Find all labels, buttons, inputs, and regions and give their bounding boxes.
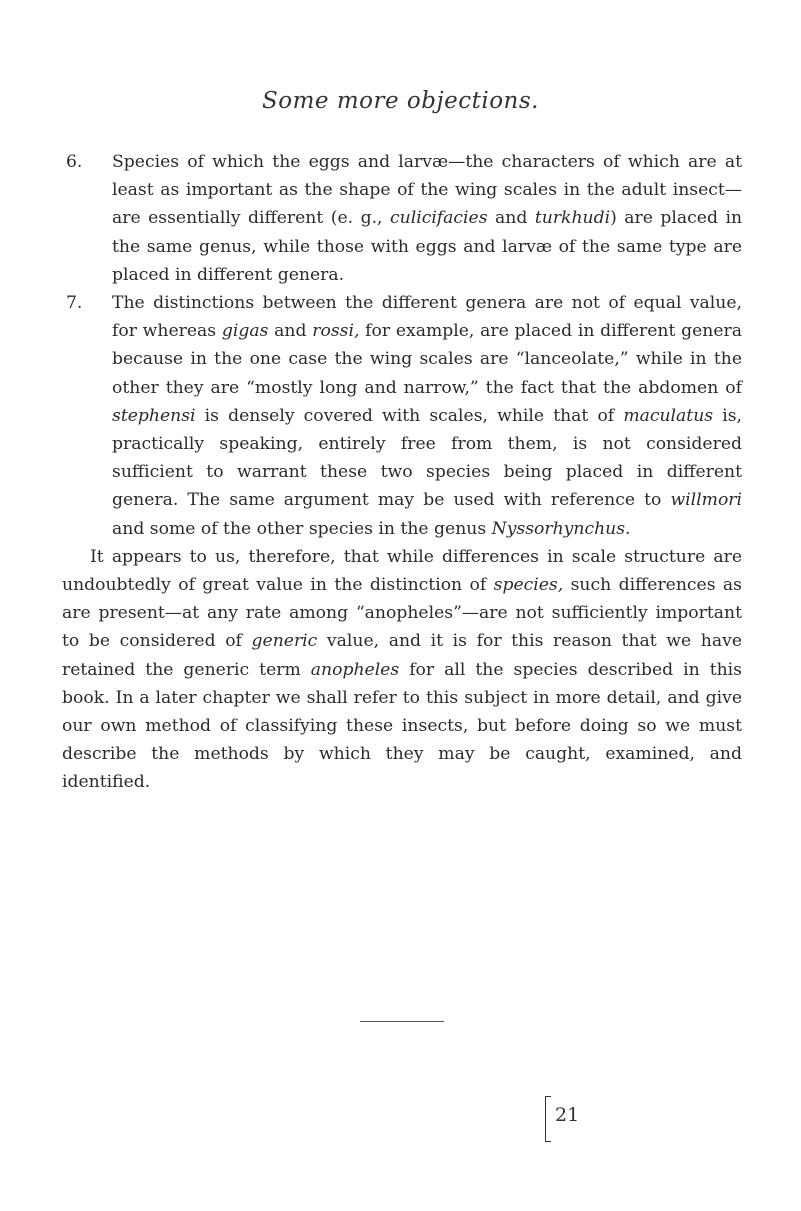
text-run: and xyxy=(487,208,535,229)
species-name: rossi, xyxy=(312,321,360,342)
section-divider xyxy=(360,1021,444,1022)
text-run: for example, are placed in different genera because in the one case the wing scales are “lanceolate,” while in the other they are “mostly long and narrow,” the fact that the abdomen of xyxy=(112,321,743,398)
page-number-text: 21 xyxy=(555,1104,580,1126)
species-name: stephensi xyxy=(112,405,196,426)
species-name: willmori xyxy=(670,490,742,511)
species-name: turkhudi xyxy=(534,208,611,229)
item-text xyxy=(112,148,742,289)
conclusion-paragraph xyxy=(62,543,742,797)
list-item-6 xyxy=(62,148,742,289)
running-head: Some more objections. xyxy=(262,88,539,114)
item-text xyxy=(112,289,742,543)
emphasis: anopheles xyxy=(310,659,400,680)
species-name: gigas xyxy=(221,321,269,342)
item-number: 7. xyxy=(66,293,83,314)
species-name: maculatus xyxy=(623,405,714,426)
body-text xyxy=(62,148,742,797)
text-run: ) are placed in the same genus, while those with eggs and larvæ of the same type are placed in different genera. xyxy=(112,208,743,285)
text-run: for all the species described in this book. In a later chapter we shall refer to this subject in more detail, and give our own method of classifying these insects, but before doing so we must describe the methods by which they may be caught, examined, and identified. xyxy=(62,659,742,793)
text-run: It appears to us, therefore, that while differences in scale structure are undoubtedly of great value in the distinction of xyxy=(62,546,742,596)
list-item-7 xyxy=(62,289,742,543)
text-run: and some of the other species in the genus xyxy=(112,518,492,539)
text-run: The distinctions between the different genera are not of equal value, for whereas xyxy=(112,293,742,342)
text-run: is, practically speaking, entirely free from them, is not considered sufficient to warrant these two species being placed in different genera. The same argument may be used with reference to xyxy=(112,405,743,511)
text-run: and xyxy=(268,321,313,342)
text-run: Species of which the eggs and larvæ—the characters of which are at least as important as the shape of the wing scales in the adult insect—are essentially different (e. g., xyxy=(112,152,742,229)
text-run: value, and it is for this reason that we have retained the generic term xyxy=(62,631,742,680)
bracket-mark xyxy=(545,1096,551,1142)
emphasis: generic xyxy=(251,631,318,652)
text-run: such differences as are present—at any rate among “anopheles”—are not sufficiently important to be considered of xyxy=(62,575,742,652)
genus-name: Nyssorhynchus. xyxy=(491,518,631,539)
page-number xyxy=(545,1096,585,1142)
item-number: 6. xyxy=(66,152,83,172)
text-run: is densely covered with scales, while that of xyxy=(195,405,624,426)
emphasis: species, xyxy=(493,575,564,596)
species-name: culicifacies xyxy=(390,208,488,229)
